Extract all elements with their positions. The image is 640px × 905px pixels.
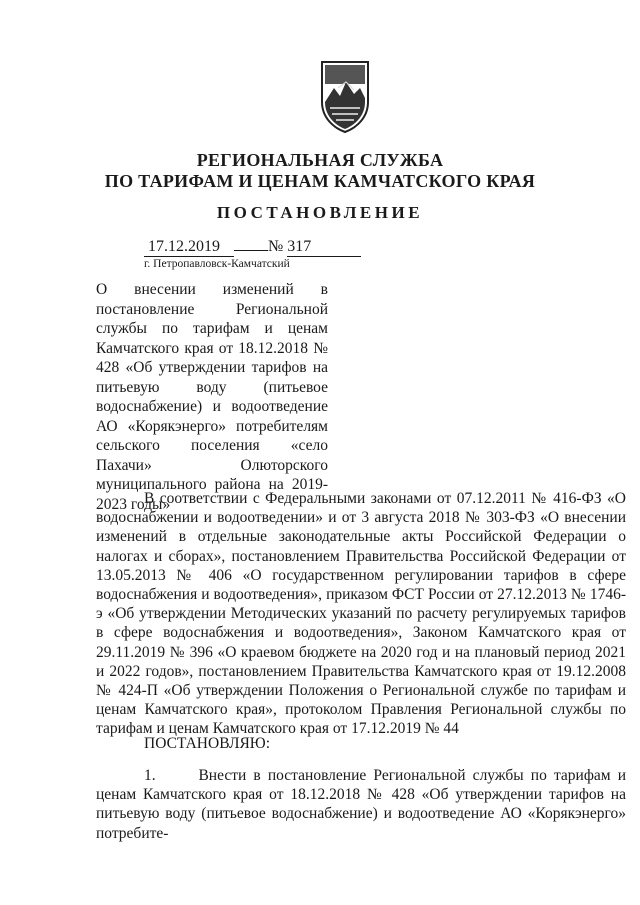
number-sign: № [268, 238, 284, 255]
date-gap-underline [234, 250, 268, 251]
item-1-number: 1. [144, 767, 156, 784]
date-number-line [144, 238, 361, 257]
coat-of-arms-icon [316, 58, 374, 134]
document-number: 317 [287, 238, 361, 257]
city: г. Петропавловск-Камчатский [144, 258, 290, 270]
org-name-line1: РЕГИОНАЛЬНАЯ СЛУЖБА [196, 150, 444, 170]
document-date: 17.12.2019 [144, 238, 234, 257]
document-type: ПОСТАНОВЛЕНИЕ [216, 203, 424, 222]
document-subject: О внесении изменений в постановление Региональной службы по тарифам и ценам Камчатского края от 18.12.2018 № 428 «Об утверждении тарифов на питьевую воду (питьевое водоснабжение) и водоотведение АО «Корякэнерго» потребителям сельского поселения «село Пахачи» Олюторского муниципального района на 2019-2023 годы» [96, 281, 328, 513]
item-1-text: Внести в постановление Региональной службы по тарифам и ценам Камчатского края от 18.12.2018 № 428 «Об утверждении тарифов на питьевую воду (питьевое водоснабжение) и водоотведение АО «Корякэнерго» потребите- [96, 767, 627, 842]
org-name-line2: ПО ТАРИФАМ И ЦЕНАМ КАМЧАТСКОГО КРАЯ [104, 171, 536, 191]
item-1-paragraph [96, 766, 626, 843]
resolve-heading: ПОСТАНОВЛЯЮ: [144, 735, 271, 752]
preamble-paragraph: В соответствии с Федеральными законами от 07.12.2011 № 416-ФЗ «О водоснабжении и водоотведении» и от 3 августа 2018 № 303-ФЗ «О внесении изменений в отдельные законодательные акты Российской Федерации о налогах и сборах», постановлением Правительства Российской Федерации от 13.05.2013 № 406 «О государственном регулировании тарифов в сфере водоснабжения и водоотведения», приказом ФСТ России от 27.12.2013 № 1746-э «Об утверждении Методических указаний по расчету регулируемых тарифов в сфере водоснабжения и водоотведения», Законом Камчатского края от 29.11.2019 № 396 «О краевом бюджете на 2020 год и на плановый период 2021 и 2022 годов», постановлением Правительства Камчатского края от 19.12.2008 № 424-П «Об утверждении Положения о Региональной службе по тарифам и ценам Камчатского края», протоколом Правления Региональной службы по тарифам и ценам Камчатского края от 17.12.2019 № 44 [96, 490, 626, 738]
